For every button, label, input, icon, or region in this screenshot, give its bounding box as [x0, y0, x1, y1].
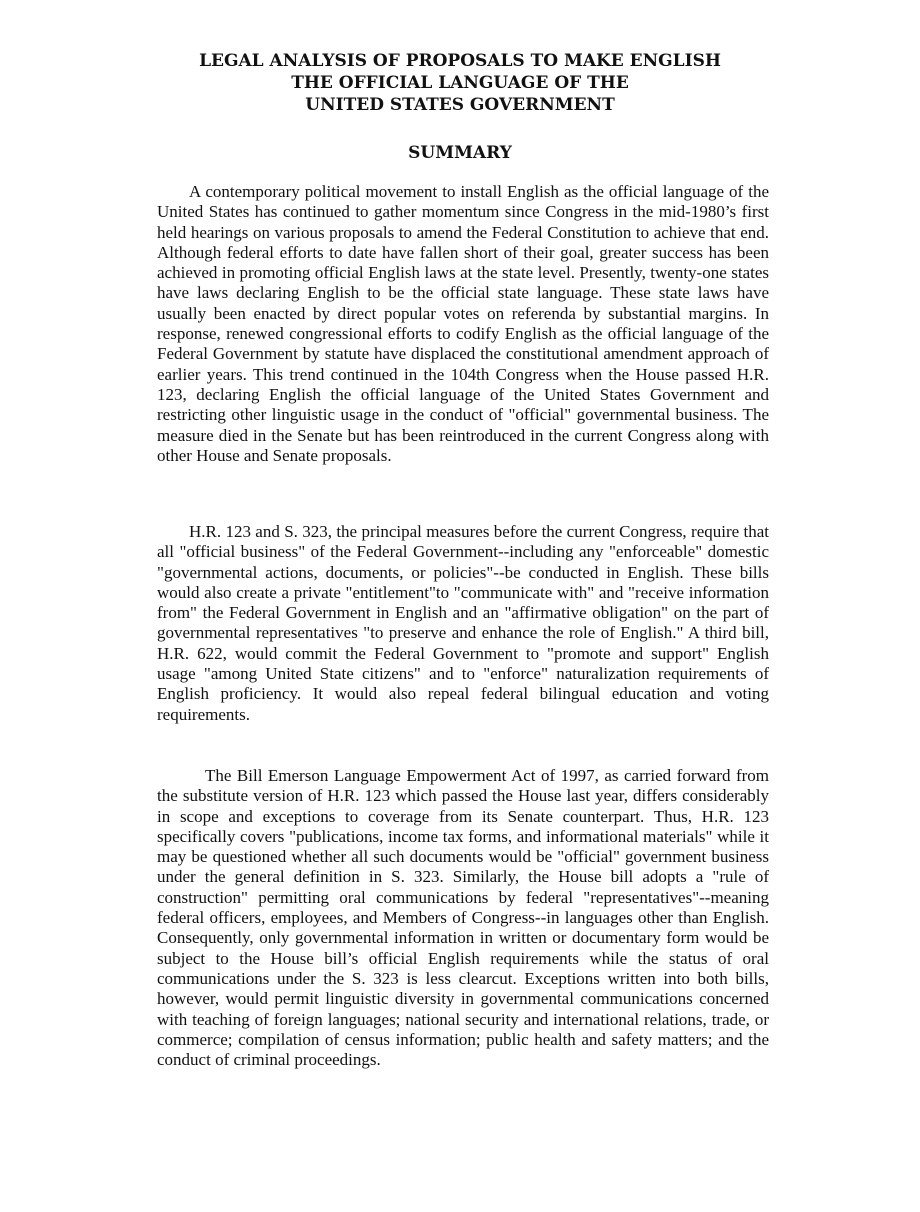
paragraph-1: A contemporary political movement to install English as the official language of the United States has continued to gather momentum since Congress in the mid-1980’s first held hearings on various proposals to amend the Federal Constitution to achieve that end. Although federal efforts to date have fallen short of their goal, greater success has been achieved in promoting official English laws at the state level. Presently, twenty-one states have laws declaring English to be the official state language. These state laws have usually been enacted by direct popular votes on referenda by substantial margins. In response, renewed congressional efforts to codify English as the official language of the Federal Government by statute have displaced the constitutional amendment approach of earlier years. This trend continued in the 104th Congress when the House passed H.R. 123, declaring English the official language of the United States Government and restricting other linguistic usage in the conduct of "official" governmental business. The measure died in the Senate but has been reintroduced in the current Congress along with other House and Senate proposals.	[157, 182, 769, 465]
paragraph-3: The Bill Emerson Language Empowerment Act of 1997, as carried forward from the substitute version of H.R. 123 which passed the House last year, differs considerably in scope and exceptions to coverage from its Senate counterpart. Thus, H.R. 123 specifically covers "publications, income tax forms, and informational materials" while it may be questioned whether all such documents would be "official" government business under the general definition in S. 323. Similarly, the House bill adopts a "rule of construction" permitting oral communications by federal "representatives"--meaning federal officers, employees, and Members of Congress--in languages other than English. Consequently, only governmental information in written or documentary form would be subject to the House bill’s official English requirements while the status of oral communications under the S. 323 is less clearcut. Exceptions written into both bills, however, would permit linguistic diversity in governmental communications concerned with teaching of foreign languages; national security and international relations, trade, or commerce; compilation of census information; public health and safety matters; and the conduct of criminal proceedings.	[157, 766, 769, 1070]
summary-heading: SUMMARY	[408, 143, 512, 163]
paragraph-2: H.R. 123 and S. 323, the principal measures before the current Congress, require that all "official business" of the Federal Government--including any "enforceable" domestic "governmental actions, documents, or policies"--be conducted in English. These bills would also create a private "entitlement"to "communicate with" and "receive information from" the Federal Government in English and an "affirmative obligation" on the part of governmental representatives "to preserve and enhance the role of English." A third bill, H.R. 622, would commit the Federal Government to "promote and support" English usage "among United State citizens" and to "enforce" naturalization requirements of English proficiency. It would also repeal federal bilingual education and voting requirements.	[157, 522, 769, 724]
title-line-3: UNITED STATES GOVERNMENT	[305, 95, 615, 115]
title-line-1: LEGAL ANALYSIS OF PROPOSALS TO MAKE ENGLISH	[199, 51, 721, 71]
document-title	[120, 50, 800, 116]
title-line-2: THE OFFICIAL LANGUAGE OF THE	[291, 73, 629, 93]
